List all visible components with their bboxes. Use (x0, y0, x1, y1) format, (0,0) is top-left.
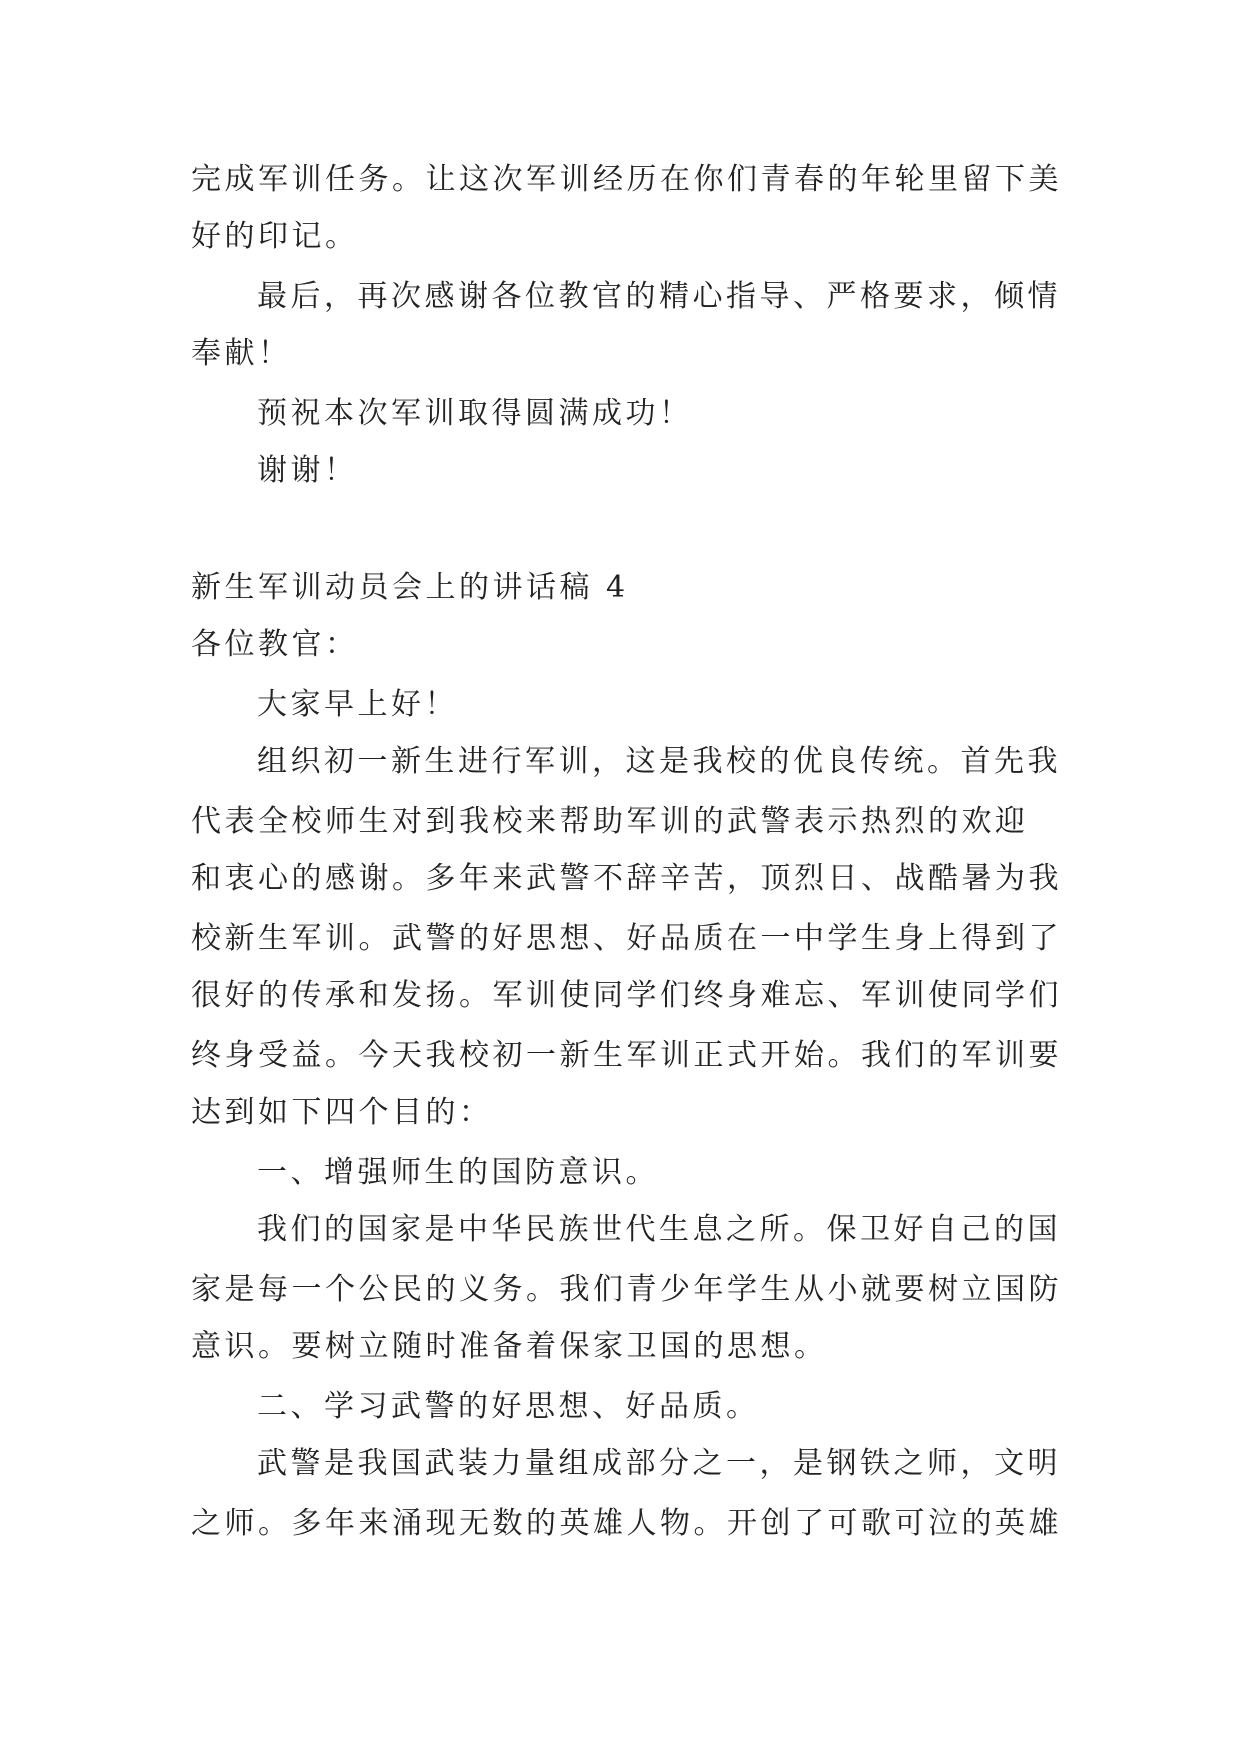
paragraph-line: 组织初一新生进行军训，这是我校的优良传统。首先我 (257, 744, 1061, 779)
paragraph-line: 好的印记。 (191, 219, 359, 254)
paragraph-line: 之师。多年来涌现无数的英雄人物。开创了可歌可泣的英雄 (191, 1506, 1062, 1541)
paragraph-line: 武警是我国武装力量组成部分之一，是钢铁之师，文明 (257, 1446, 1061, 1481)
list-heading: 二、学习武警的好思想、好品质。 (257, 1389, 760, 1424)
greeting: 大家早上好！ (257, 687, 458, 722)
list-heading: 一、增强师生的国防意识。 (257, 1155, 659, 1190)
paragraph-line: 奉献！ (191, 336, 292, 371)
paragraph-line: 和衷心的感谢。多年来武警不辞辛苦，顶烈日、战酷暑为我 (191, 861, 1062, 896)
paragraph-line: 完成军训任务。让这次军训经历在你们青春的年轮里留下美 (191, 162, 1062, 197)
paragraph-line: 代表全校师生对到我校来帮助军训的武警表示热烈的欢迎 (191, 804, 1029, 839)
section-title: 新生军训动员会上的讲话稿 4 (191, 570, 629, 605)
paragraph-line: 预祝本次军训取得圆满成功！ (257, 396, 693, 431)
paragraph-line: 家是每一个公民的义务。我们青少年学生从小就要树立国防 (191, 1272, 1062, 1307)
paragraph-line: 最后，再次感谢各位教官的精心指导、严格要求，倾情 (257, 279, 1061, 314)
paragraph-line: 意识。要树立随时准备着保家卫国的思想。 (191, 1329, 828, 1364)
salutation: 各位教官： (191, 627, 359, 662)
paragraph-line: 校新生军训。武警的好思想、好品质在一中学生身上得到了 (191, 921, 1062, 956)
paragraph-line: 我们的国家是中华民族世代生息之所。保卫好自己的国 (257, 1212, 1061, 1247)
paragraph-line: 终身受益。今天我校初一新生军训正式开始。我们的军训要 (191, 1038, 1062, 1073)
paragraph-line: 谢谢！ (257, 453, 358, 488)
paragraph-line: 很好的传承和发扬。军训使同学们终身难忘、军训使同学们 (191, 978, 1062, 1013)
paragraph-line: 达到如下四个目的： (191, 1095, 493, 1130)
